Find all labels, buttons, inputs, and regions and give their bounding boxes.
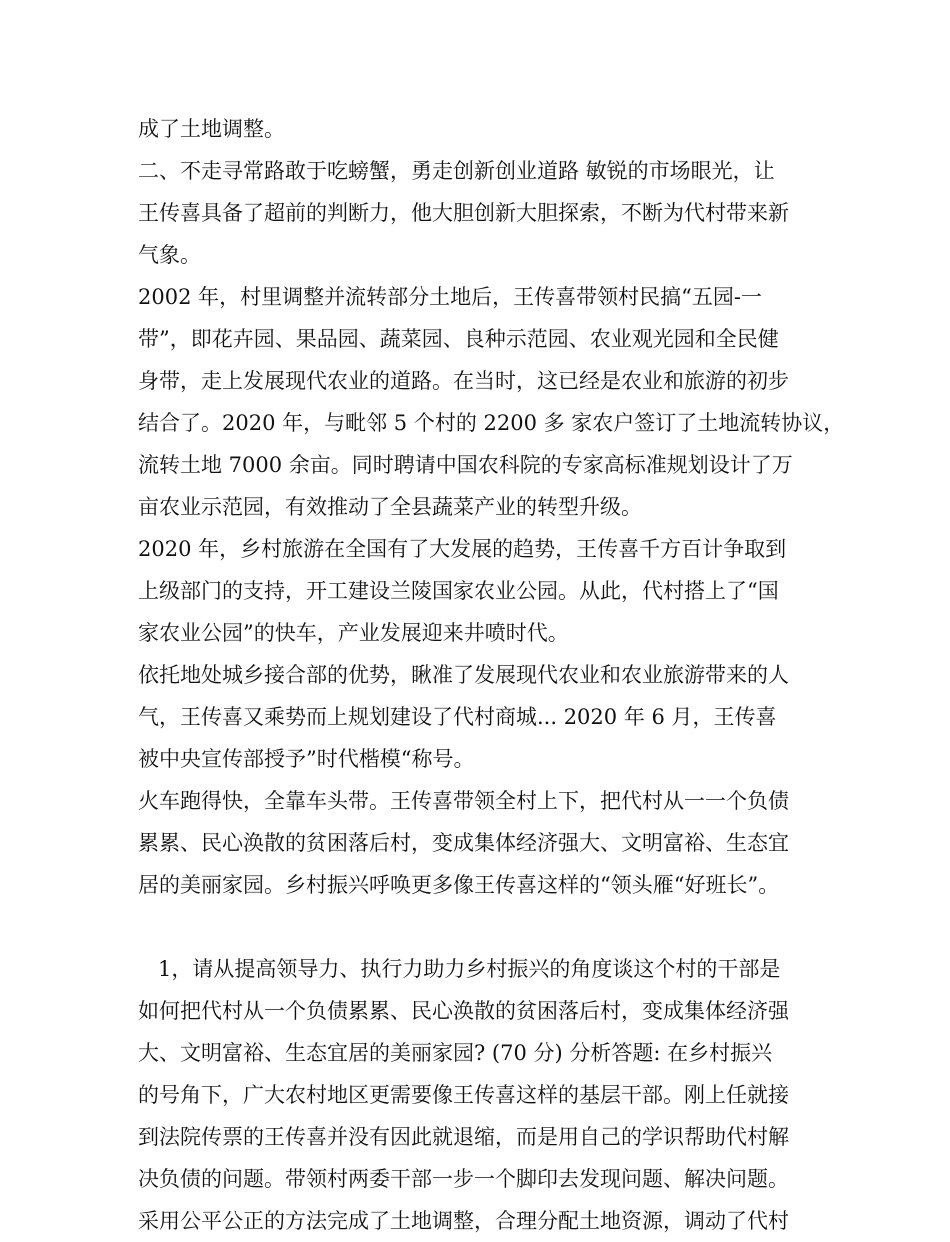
- text-line: 2020 年，乡村旅游在全国有了大发展的趋势，王传喜千方百计争取到: [138, 537, 787, 561]
- text-line: 带”，即花卉园、果品园、蔬菜园、良种示范园、农业观光园和全民健: [138, 327, 779, 351]
- text-line: 家农业公园”的快车，产业发展迎来井喷时代。: [138, 621, 569, 645]
- text-line: 被中央宣传部授予”时代楷模“称号。: [138, 747, 475, 771]
- paragraph-gap: [138, 906, 828, 948]
- text-line: 居的美丽家园。乡村振兴呼唤更多像王传喜这样的“领头雁“好班长”。: [138, 873, 780, 897]
- text-line: 气象。: [138, 243, 201, 267]
- text-line: 成了土地调整。: [138, 117, 285, 141]
- question-line: 1，请从提高领导力、执行力助力乡村振兴的角度谈这个村的干部是: [138, 957, 781, 981]
- text-line: 如何把代村从一个负债累累、民心涣散的贫困落后村，变成集体经济强: [138, 999, 789, 1023]
- text-line: 2002 年，村里调整并流转部分土地后，王传喜带领村民搞“五园-一: [138, 285, 762, 309]
- text-line: 结合了。2020 年，与毗邻 5 个村的 2200 多 家农户签订了土地流转协议，: [138, 411, 845, 435]
- text-line: 上级部门的支持，开工建设兰陵国家农业公园。从此，代村搭上了“国: [138, 579, 779, 603]
- text-line: 亩农业示范园，有效推动了全县蔬菜产业的转型升级。: [138, 495, 642, 519]
- text-line: 流转土地 7000 余亩。同时聘请中国农科院的专家高标准规划设计了万: [138, 453, 793, 477]
- text-line: 火车跑得快，全靠车头带。王传喜带领全村上下，把代村从一一个负债: [138, 789, 789, 813]
- text-line: 采用公平公正的方法完成了土地调整，合理分配土地资源，调动了代村: [138, 1209, 789, 1233]
- text-line: 王传喜具备了超前的判断力，他大胆创新大胆探索，不断为代村带来新: [138, 201, 789, 225]
- text-line: 二、不走寻常路敢于吃螃蟹，勇走创新创业道路 敏锐的市场眼光，让: [138, 159, 775, 183]
- text-line: 到法院传票的王传喜并没有因此就退缩，而是用自己的学识帮助代村解: [138, 1125, 789, 1149]
- text-line: 身带，走上发展现代农业的道路。在当时，这已经是农业和旅游的初步: [138, 369, 789, 393]
- text-line: 的号角下，广大农村地区更需要像王传喜这样的基层干部。刚上任就接: [138, 1083, 789, 1107]
- text-line: 决负债的问题。带领村两委干部一步一个脚印去发现问题、解决问题。: [138, 1167, 789, 1191]
- text-line: 气，王传喜又乘势而上规划建设了代村商城... 2020 年 6 月，王传喜: [138, 705, 777, 729]
- body-text: [138, 108, 845, 1242]
- text-line: 大、文明富裕、生态宜居的美丽家园? (70 分) 分析答题: 在乡村振兴: [138, 1041, 773, 1065]
- text-line: 累累、民心涣散的贫困落后村，变成集体经济强大、文明富裕、生态宜: [138, 831, 789, 855]
- text-line: 依托地处城乡接合部的优势，瞅准了发展现代农业和农业旅游带来的人: [138, 663, 789, 687]
